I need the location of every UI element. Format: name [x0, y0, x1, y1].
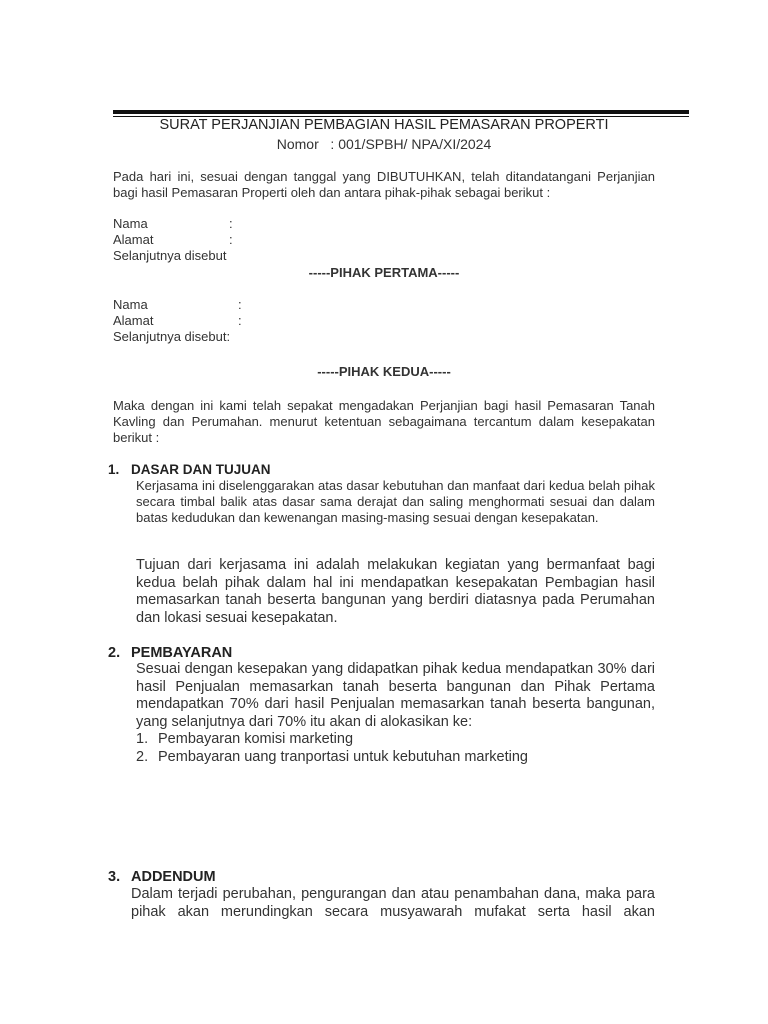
section-2-list-item-1-number: 1.: [136, 731, 149, 747]
section-3-title: ADDENDUM: [131, 869, 216, 885]
party2-heading: -----PIHAK KEDUA-----: [317, 364, 451, 379]
section-1-paragraph-1: Kerjasama ini diselenggarakan atas dasar kebutuhan dan manfaat dari kedua belah pihak secara timbal balik atas dasar sama derajat dan saling menghormati sesuai dan dalam batas kedudukan dan kewenangan masing-masing sesuai dengan kesepakatan.: [136, 478, 655, 525]
party1-nama-colon: :: [229, 216, 233, 231]
agreement-paragraph: Maka dengan ini kami telah sepakat mengadakan Perjanjian bagi hasil Pemasaran Tanah Kavling dan Perumahan. menurut ketentuan sebagaimana tercantum dalam kesepakatan berikut :: [113, 398, 655, 445]
section-2-list-item-2-number: 2.: [136, 749, 149, 765]
party2-disebut-label: Selanjutnya disebut:: [113, 329, 231, 344]
section-2-title: PEMBAYARAN: [131, 645, 233, 661]
section-2-paragraph: Sesuai dengan kesepakan yang didapatkan pihak kedua mendapatkan 30% dari hasil Penjualan memasarkan tanah beserta bangunan dan Pihak Pertama mendapatkan 70% dari hasil Penjualan memasarkan tanah beserta bangunan, yang selanjutnya dari 70% itu akan di alokasikan ke:: [136, 661, 655, 731]
party2-nama-label: Nama: [113, 297, 148, 312]
intro-paragraph: Pada hari ini, sesuai dengan tanggal yang DIBUTUHKAN, telah ditandatangani Perjanjian bagi hasil Pemasaran Properti oleh dan antara pihak-pihak sebagai berikut :: [113, 169, 655, 200]
party1-alamat-label: Alamat: [113, 232, 154, 247]
section-2-list-item-1: Pembayaran komisi marketing: [158, 731, 354, 747]
header-rule-thick: [113, 110, 689, 114]
document-number: Nomor : 001/SPBH/ NPA/XI/2024: [276, 136, 492, 152]
party2-nama-colon: :: [238, 297, 242, 312]
section-2-number: 2.: [108, 645, 121, 661]
party2-alamat-label: Alamat: [113, 313, 154, 328]
party1-alamat-colon: :: [229, 232, 233, 247]
party1-nama-label: Nama: [113, 216, 148, 231]
section-1-paragraph-2: Tujuan dari kerjasama ini adalah melakukan kegiatan yang bermanfaat bagi kedua belah pihak dalam hal ini mendapatkan kesepakatan Pembagian hasil memasarkan tanah beserta bangunan yang berdiri diatasnya pada Perumahan dan lokasi sesuai kesepakatan.: [136, 557, 655, 627]
party2-alamat-colon: :: [238, 313, 242, 328]
section-2-list-item-2: Pembayaran uang tranportasi untuk kebutuhan marketing: [158, 749, 528, 765]
party1-disebut-label: Selanjutnya disebut: [113, 248, 227, 263]
section-1-number: 1.: [108, 462, 120, 477]
section-3-number: 3.: [108, 869, 121, 885]
document-title: SURAT PERJANJIAN PEMBAGIAN HASIL PEMASARAN PROPERTI: [159, 117, 609, 133]
party1-heading: -----PIHAK PERTAMA-----: [308, 265, 460, 280]
section-3-paragraph: Dalam terjadi perubahan, pengurangan dan atau penambahan dana, maka para pihak akan merundingkan secara musyawarah mufakat serta hasil akan: [131, 886, 655, 920]
section-1-title: DASAR DAN TUJUAN: [131, 462, 271, 477]
